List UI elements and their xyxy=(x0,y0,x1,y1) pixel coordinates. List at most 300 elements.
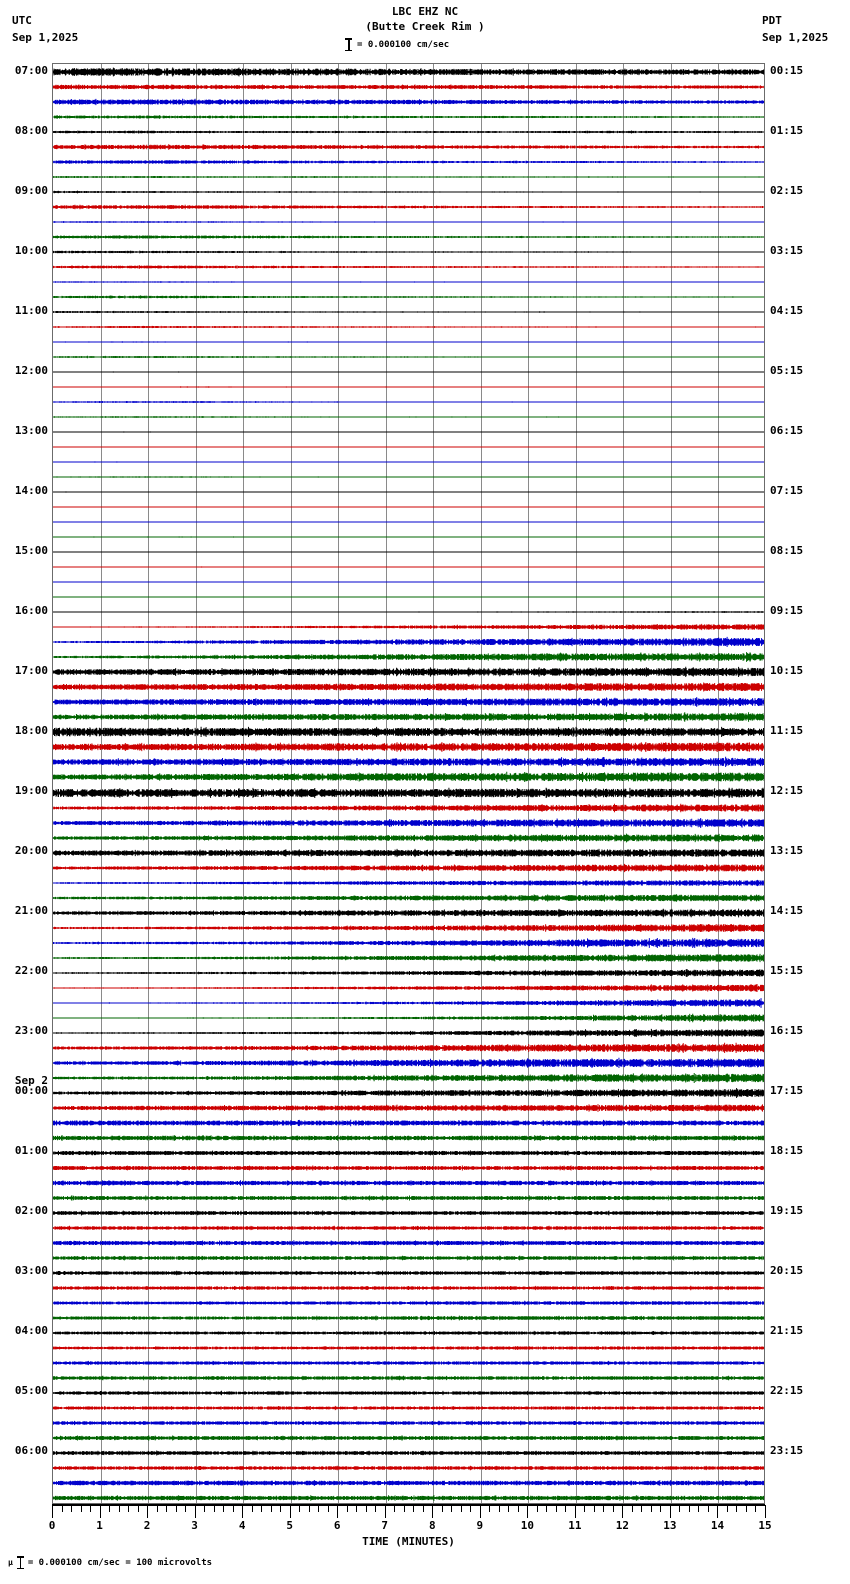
axis-tick-minor xyxy=(584,1505,585,1512)
trace-canvas xyxy=(53,216,764,227)
axis-tick-minor xyxy=(679,1505,680,1512)
left-hour-label: 02:00 xyxy=(14,1204,48,1218)
trace-canvas xyxy=(53,1237,764,1248)
trace-canvas xyxy=(53,1042,764,1053)
right-time-axis xyxy=(770,63,850,1504)
trace-row xyxy=(53,156,764,167)
header-pdt-date: Sep 1,2025 xyxy=(762,31,829,44)
right-hour-label: 12:15 xyxy=(770,784,804,797)
right-hour-label: 04:15 xyxy=(770,303,804,317)
trace-row xyxy=(53,997,764,1008)
trace-row xyxy=(53,877,764,888)
header-utc-label: UTC xyxy=(12,14,32,27)
trace-row xyxy=(53,1447,764,1458)
trace-row xyxy=(53,231,764,242)
trace-row xyxy=(53,351,764,362)
trace-canvas xyxy=(53,1132,764,1143)
trace-canvas xyxy=(53,802,764,813)
trace-row xyxy=(53,666,764,677)
footer-scale-text: = 0.000100 cm/sec = 100 microvolts xyxy=(27,1557,213,1568)
trace-row xyxy=(53,1417,764,1428)
axis-tick-label: 12 xyxy=(615,1519,630,1532)
trace-canvas xyxy=(53,171,764,182)
trace-row xyxy=(53,1132,764,1143)
axis-tick-label: 9 xyxy=(476,1519,484,1532)
axis-tick-minor xyxy=(185,1505,186,1512)
trace-canvas xyxy=(53,201,764,212)
trace-row xyxy=(53,982,764,993)
trace-canvas xyxy=(53,111,764,122)
axis-tick-minor xyxy=(404,1505,405,1512)
trace-row xyxy=(53,441,764,452)
trace-canvas xyxy=(53,696,764,707)
right-hour-label: 17:15 xyxy=(770,1084,804,1098)
trace-row xyxy=(53,1267,764,1278)
axis-line xyxy=(52,1504,765,1506)
left-hour-label: 04:00 xyxy=(14,1324,48,1338)
trace-row xyxy=(53,1072,764,1083)
trace-canvas xyxy=(53,1417,764,1428)
trace-canvas xyxy=(53,426,764,437)
trace-canvas xyxy=(53,1357,764,1368)
axis-tick-minor xyxy=(689,1505,690,1512)
trace-row xyxy=(53,1192,764,1203)
right-hour-label: 13:15 xyxy=(770,844,804,858)
left-hour-label: 15:00 xyxy=(14,543,48,557)
axis-tick-minor xyxy=(204,1505,205,1512)
trace-row xyxy=(53,787,764,798)
trace-row xyxy=(53,501,764,512)
trace-canvas xyxy=(53,892,764,903)
axis-tick-major xyxy=(527,1505,528,1518)
trace-row xyxy=(53,411,764,422)
axis-tick-minor xyxy=(499,1505,500,1512)
trace-canvas xyxy=(53,321,764,332)
trace-row xyxy=(53,922,764,933)
right-hour-label: 16:15 xyxy=(770,1024,804,1038)
left-date-label: Sep 2 xyxy=(14,1074,48,1088)
header-pdt-label: PDT xyxy=(762,14,782,27)
trace-row xyxy=(53,1027,764,1038)
trace-row xyxy=(53,952,764,963)
trace-canvas xyxy=(53,982,764,993)
trace-canvas xyxy=(53,1402,764,1413)
axis-tick-minor xyxy=(736,1505,737,1512)
trace-row xyxy=(53,1042,764,1053)
trace-canvas xyxy=(53,1162,764,1173)
axis-tick-major xyxy=(195,1505,196,1518)
trace-canvas xyxy=(53,756,764,767)
trace-row xyxy=(53,1207,764,1218)
trace-row xyxy=(53,1282,764,1293)
trace-canvas xyxy=(53,922,764,933)
trace-canvas xyxy=(53,741,764,752)
trace-canvas xyxy=(53,96,764,107)
left-hour-label: 10:00 xyxy=(14,243,48,257)
right-hour-label: 22:15 xyxy=(770,1384,804,1398)
trace-canvas xyxy=(53,561,764,572)
axis-tick-minor xyxy=(157,1505,158,1512)
trace-row xyxy=(53,426,764,437)
trace-canvas xyxy=(53,471,764,482)
axis-tick-minor xyxy=(641,1505,642,1512)
axis-tick-minor xyxy=(309,1505,310,1512)
trace-canvas xyxy=(53,651,764,662)
right-hour-label: 09:15 xyxy=(770,603,804,617)
left-hour-label: 22:00 xyxy=(14,964,48,978)
axis-tick-minor xyxy=(223,1505,224,1512)
trace-row xyxy=(53,336,764,347)
trace-canvas xyxy=(53,546,764,557)
trace-row xyxy=(53,1432,764,1443)
trace-canvas xyxy=(53,952,764,963)
trace-canvas xyxy=(53,832,764,843)
trace-canvas xyxy=(53,1102,764,1113)
trace-row xyxy=(53,1297,764,1308)
trace-canvas xyxy=(53,531,764,542)
left-hour-label: 18:00 xyxy=(14,723,48,737)
trace-canvas xyxy=(53,396,764,407)
axis-tick-minor xyxy=(660,1505,661,1512)
axis-tick-minor xyxy=(81,1505,82,1512)
trace-canvas xyxy=(53,787,764,798)
left-hour-label: 01:00 xyxy=(14,1144,48,1158)
trace-row xyxy=(53,261,764,272)
trace-row xyxy=(53,1387,764,1398)
trace-canvas xyxy=(53,1342,764,1353)
trace-canvas xyxy=(53,381,764,392)
trace-canvas xyxy=(53,261,764,272)
axis-tick-label: 5 xyxy=(286,1519,293,1532)
trace-row xyxy=(53,486,764,497)
header xyxy=(0,0,850,60)
axis-tick-label: 15 xyxy=(758,1519,772,1532)
axis-tick-minor xyxy=(708,1505,709,1512)
trace-row xyxy=(53,1087,764,1098)
axis-tick-minor xyxy=(423,1505,424,1512)
axis-tick-minor xyxy=(394,1505,395,1512)
trace-row xyxy=(53,546,764,557)
axis-tick-minor xyxy=(546,1505,547,1512)
axis-tick-minor xyxy=(166,1505,167,1512)
right-hour-label: 19:15 xyxy=(770,1204,804,1218)
left-hour-label: 23:00 xyxy=(14,1024,48,1038)
axis-tick-minor xyxy=(413,1505,414,1512)
trace-canvas xyxy=(53,1012,764,1023)
axis-tick-minor xyxy=(261,1505,262,1512)
trace-row xyxy=(53,111,764,122)
trace-row xyxy=(53,1162,764,1173)
trace-row xyxy=(53,276,764,287)
axis-tick-minor xyxy=(603,1505,604,1512)
trace-canvas xyxy=(53,621,764,632)
right-hour-label: 03:15 xyxy=(770,243,804,257)
axis-tick-minor xyxy=(451,1505,452,1512)
trace-canvas xyxy=(53,486,764,497)
axis-tick-minor xyxy=(470,1505,471,1512)
trace-canvas xyxy=(53,591,764,602)
trace-canvas xyxy=(53,997,764,1008)
axis-tick-minor xyxy=(651,1505,652,1512)
axis-tick-minor xyxy=(347,1505,348,1512)
trace-row xyxy=(53,1102,764,1113)
trace-row xyxy=(53,817,764,828)
trace-row xyxy=(53,802,764,813)
axis-tick-major xyxy=(670,1505,671,1518)
trace-canvas xyxy=(53,877,764,888)
header-scale-text: = 0.000100 cm/sec xyxy=(357,39,450,50)
trace-canvas xyxy=(53,456,764,467)
axis-tick-minor xyxy=(565,1505,566,1512)
axis-tick-minor xyxy=(489,1505,490,1512)
trace-row xyxy=(53,1402,764,1413)
trace-canvas xyxy=(53,246,764,257)
axis-tick-minor xyxy=(755,1505,756,1512)
left-hour-label: 19:00 xyxy=(14,784,48,797)
trace-canvas xyxy=(53,771,764,782)
trace-canvas xyxy=(53,1462,764,1473)
right-hour-label: 10:15 xyxy=(770,663,804,677)
trace-row xyxy=(53,306,764,317)
axis-tick-minor xyxy=(727,1505,728,1512)
axis-tick-label: 0 xyxy=(48,1519,56,1532)
axis-tick-minor xyxy=(556,1505,557,1512)
trace-row xyxy=(53,141,764,152)
trace-row xyxy=(53,1177,764,1188)
trace-row xyxy=(53,1372,764,1383)
axis-tick-minor xyxy=(613,1505,614,1512)
station-name: (Butte Creek Rim ) xyxy=(365,20,485,33)
trace-row xyxy=(53,1312,764,1323)
trace-canvas xyxy=(53,516,764,527)
axis-tick-minor xyxy=(632,1505,633,1512)
right-hour-label: 21:15 xyxy=(770,1324,804,1338)
right-hour-label: 01:15 xyxy=(770,123,804,137)
axis-tick-minor xyxy=(62,1505,63,1512)
seismic-traces xyxy=(53,64,764,1503)
footer-scale-ibeam-icon xyxy=(17,1556,24,1569)
trace-canvas xyxy=(53,336,764,347)
left-hour-label: 20:00 xyxy=(14,844,48,858)
trace-row xyxy=(53,1012,764,1023)
axis-title: TIME (MINUTES) xyxy=(362,1535,455,1548)
axis-tick-major xyxy=(337,1505,338,1518)
trace-row xyxy=(53,847,764,858)
trace-canvas xyxy=(53,441,764,452)
trace-canvas xyxy=(53,1087,764,1098)
trace-row xyxy=(53,456,764,467)
trace-canvas xyxy=(53,937,764,948)
left-hour-label: 05:00 xyxy=(14,1384,48,1398)
trace-canvas xyxy=(53,1192,764,1203)
axis-tick-major xyxy=(242,1505,243,1518)
trace-canvas xyxy=(53,681,764,692)
trace-row xyxy=(53,396,764,407)
trace-canvas xyxy=(53,1297,764,1308)
trace-canvas xyxy=(53,1057,764,1068)
trace-row xyxy=(53,1492,764,1503)
trace-row xyxy=(53,186,764,197)
trace-canvas xyxy=(53,81,764,92)
trace-canvas xyxy=(53,817,764,828)
axis-tick-label: 13 xyxy=(663,1519,677,1532)
axis-tick-label: 14 xyxy=(710,1519,725,1532)
axis-tick-minor xyxy=(698,1505,699,1512)
right-hour-label: 14:15 xyxy=(770,904,804,918)
trace-canvas xyxy=(53,366,764,377)
trace-row xyxy=(53,591,764,602)
axis-tick-minor xyxy=(461,1505,462,1512)
trace-canvas xyxy=(53,1312,764,1323)
left-hour-label: 17:00 xyxy=(14,663,48,677)
axis-tick-minor xyxy=(214,1505,215,1512)
axis-tick-label: 3 xyxy=(191,1519,198,1532)
axis-tick-minor xyxy=(299,1505,300,1512)
axis-tick-minor xyxy=(233,1505,234,1512)
trace-row xyxy=(53,756,764,767)
trace-row xyxy=(53,96,764,107)
trace-row xyxy=(53,171,764,182)
trace-row xyxy=(53,216,764,227)
trace-canvas xyxy=(53,1027,764,1038)
trace-row xyxy=(53,1147,764,1158)
trace-row xyxy=(53,892,764,903)
trace-row xyxy=(53,1342,764,1353)
trace-canvas xyxy=(53,1222,764,1233)
trace-canvas xyxy=(53,907,764,918)
trace-row xyxy=(53,726,764,737)
trace-row xyxy=(53,937,764,948)
right-hour-label: 06:15 xyxy=(770,423,804,437)
trace-canvas xyxy=(53,126,764,137)
right-hour-label: 11:15 xyxy=(770,723,804,737)
right-hour-label: 05:15 xyxy=(770,363,804,377)
left-hour-label: 06:00 xyxy=(14,1444,48,1458)
left-hour-label: 00:00 xyxy=(14,1084,48,1098)
axis-tick-major xyxy=(147,1505,148,1518)
left-hour-label: 21:00 xyxy=(14,904,48,918)
axis-tick-minor xyxy=(318,1505,319,1512)
trace-row xyxy=(53,621,764,632)
left-hour-label: 16:00 xyxy=(14,603,48,617)
right-hour-label: 08:15 xyxy=(770,543,804,557)
axis-tick-major xyxy=(575,1505,576,1518)
trace-row xyxy=(53,1117,764,1128)
trace-canvas xyxy=(53,306,764,317)
axis-tick-label: 11 xyxy=(568,1519,582,1532)
trace-row xyxy=(53,696,764,707)
axis-tick-minor xyxy=(328,1505,329,1512)
trace-canvas xyxy=(53,726,764,737)
trace-canvas xyxy=(53,1327,764,1338)
axis-tick-minor xyxy=(375,1505,376,1512)
axis-tick-major xyxy=(290,1505,291,1518)
axis-tick-minor xyxy=(252,1505,253,1512)
trace-row xyxy=(53,741,764,752)
left-hour-label: 11:00 xyxy=(14,303,48,317)
trace-row xyxy=(53,381,764,392)
trace-canvas xyxy=(53,351,764,362)
axis-tick-label: 2 xyxy=(143,1519,151,1532)
left-hour-label: 08:00 xyxy=(14,123,48,137)
trace-canvas xyxy=(53,1207,764,1218)
trace-canvas xyxy=(53,231,764,242)
trace-canvas xyxy=(53,862,764,873)
micro-symbol: μ xyxy=(8,1558,13,1567)
axis-tick-minor xyxy=(508,1505,509,1512)
trace-canvas xyxy=(53,666,764,677)
axis-tick-minor xyxy=(280,1505,281,1512)
left-time-axis xyxy=(0,63,48,1504)
trace-canvas xyxy=(53,1267,764,1278)
left-hour-label: 14:00 xyxy=(14,483,48,497)
trace-row xyxy=(53,246,764,257)
header-scale-legend xyxy=(345,38,449,51)
trace-row xyxy=(53,1222,764,1233)
trace-row xyxy=(53,1327,764,1338)
trace-row xyxy=(53,651,764,662)
station-code: LBC EHZ NC xyxy=(391,5,459,18)
trace-row xyxy=(53,576,764,587)
axis-tick-minor xyxy=(138,1505,139,1512)
trace-canvas xyxy=(53,1072,764,1083)
trace-canvas xyxy=(53,1282,764,1293)
axis-tick-minor xyxy=(109,1505,110,1512)
trace-canvas xyxy=(53,1432,764,1443)
left-hour-label: 13:00 xyxy=(14,423,48,437)
trace-row xyxy=(53,81,764,92)
trace-row xyxy=(53,771,764,782)
helicorder-plot[interactable] xyxy=(52,63,765,1504)
trace-row xyxy=(53,1252,764,1263)
axis-tick-label: 6 xyxy=(333,1519,341,1532)
axis-tick-minor xyxy=(356,1505,357,1512)
trace-canvas xyxy=(53,186,764,197)
trace-row xyxy=(53,66,764,77)
trace-row xyxy=(53,516,764,527)
trace-canvas xyxy=(53,291,764,302)
left-hour-label: 03:00 xyxy=(14,1264,48,1278)
trace-row xyxy=(53,561,764,572)
header-center-block xyxy=(0,4,850,34)
right-hour-label: 23:15 xyxy=(770,1444,804,1458)
trace-row xyxy=(53,531,764,542)
scale-ibeam-icon xyxy=(345,38,352,51)
trace-canvas xyxy=(53,276,764,287)
axis-tick-label: 8 xyxy=(428,1519,436,1532)
trace-canvas xyxy=(53,1492,764,1503)
axis-tick-major xyxy=(765,1505,766,1518)
right-hour-label: 00:15 xyxy=(770,63,804,77)
footer-scale-legend xyxy=(8,1556,212,1569)
left-hour-label: 07:00 xyxy=(14,63,48,77)
axis-tick-minor xyxy=(90,1505,91,1512)
trace-canvas xyxy=(53,1387,764,1398)
axis-tick-major xyxy=(432,1505,433,1518)
trace-row xyxy=(53,201,764,212)
axis-tick-minor xyxy=(271,1505,272,1512)
axis-tick-minor xyxy=(176,1505,177,1512)
trace-row xyxy=(53,862,764,873)
right-hour-label: 07:15 xyxy=(770,483,804,497)
trace-canvas xyxy=(53,1372,764,1383)
axis-tick-label: 7 xyxy=(381,1519,389,1532)
axis-tick-minor xyxy=(71,1505,72,1512)
trace-canvas xyxy=(53,711,764,722)
axis-tick-major xyxy=(100,1505,101,1518)
trace-row xyxy=(53,1477,764,1488)
trace-canvas xyxy=(53,636,764,647)
